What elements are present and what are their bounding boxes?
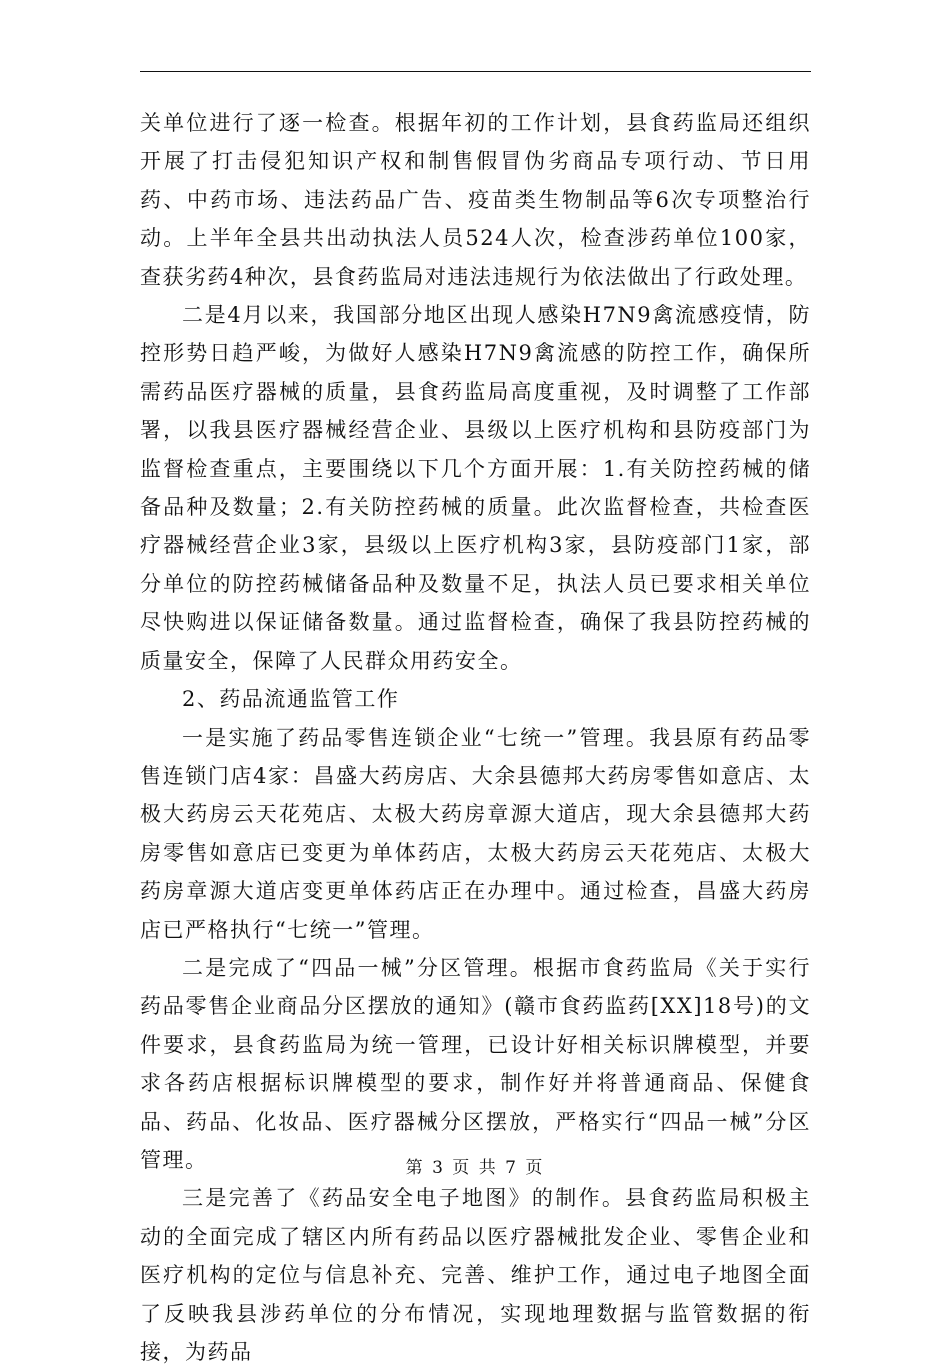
- header-rule: [140, 71, 811, 72]
- paragraph-chain-management: 一是实施了药品零售连锁企业“七统一”管理。我县原有药品零售连锁门店4家：昌盛大药房店、大余县德邦大药房零售如意店、太极大药房云天花苑店、太极大药房章源大道店，现大余县德邦大药房零售如意店已变更为单体药店，太极大药房云天花苑店、太极大药房章源大道店变更单体药店正在办理中。通过检查，昌盛大药房店已严格执行“七统一”管理。: [140, 725, 811, 942]
- paragraph-continuation: 关单位进行了逐一检查。根据年初的工作计划，县食药监局还组织开展了打击侵犯知识产权和制售假冒伪劣商品专项行动、节日用药、中药市场、违法药品广告、疫苗类生物制品等6次专项整治行动。上半年全县共出动执法人员524人次，检查涉药单位100家，查获劣药4种次，县食药监局对违法违规行为依法做出了行政处理。: [140, 111, 811, 289]
- paragraph-zoned-management: 二是完成了“四品一械”分区管理。根据市食药监局《关于实行药品零售企业商品分区摆放的通知》(赣市食药监药[XX]18号)的文件要求，县食药监局为统一管理，已设计好相关标识牌模型，并要求各药店根据标识牌模型的要求，制作好并将普通商品、保健食品、药品、化妆品、医疗器械分区摆放，严格实行“四品一械”分区管理。: [140, 955, 811, 1172]
- paragraph-h7n9-inspection: 二是4月以来，我国部分地区出现人感染H7N9禽流感疫情，防控形势日趋严峻，为做好人感染H7N9禽流感的防控工作，确保所需药品医疗器械的质量，县食药监局高度重视，及时调整了工作部署，以我县医疗器械经营企业、县级以上医疗机构和县防疫部门为监督检查重点，主要围绕以下几个方面开展：1.有关防控药械的储备品种及数量；2.有关防控药械的质量。此次监督检查，共检查医疗器械经营企业3家，县级以上医疗机构3家，县防疫部门1家，部分单位的防控药械储备品种及数量不足，执法人员已要求相关单位尽快购进以保证储备数量。通过监督检查，确保了我县防控药械的质量安全，保障了人民群众用药安全。: [140, 303, 811, 673]
- document-body: [140, 104, 811, 1371]
- section-heading-drug-circulation: 2、药品流通监管工作: [182, 687, 400, 712]
- paragraph-electronic-map: 三是完善了《药品安全电子地图》的制作。县食药监局积极主动的全面完成了辖区内所有药品以医疗器械批发企业、零售企业和医疗机构的定位与信息补充、完善、维护工作，通过电子地图全面了反映我县涉药单位的分布情况，实现地理数据与监管数据的衔接，为药品: [140, 1186, 811, 1364]
- page-number-footer: 第 3 页 共 7 页: [405, 1158, 545, 1178]
